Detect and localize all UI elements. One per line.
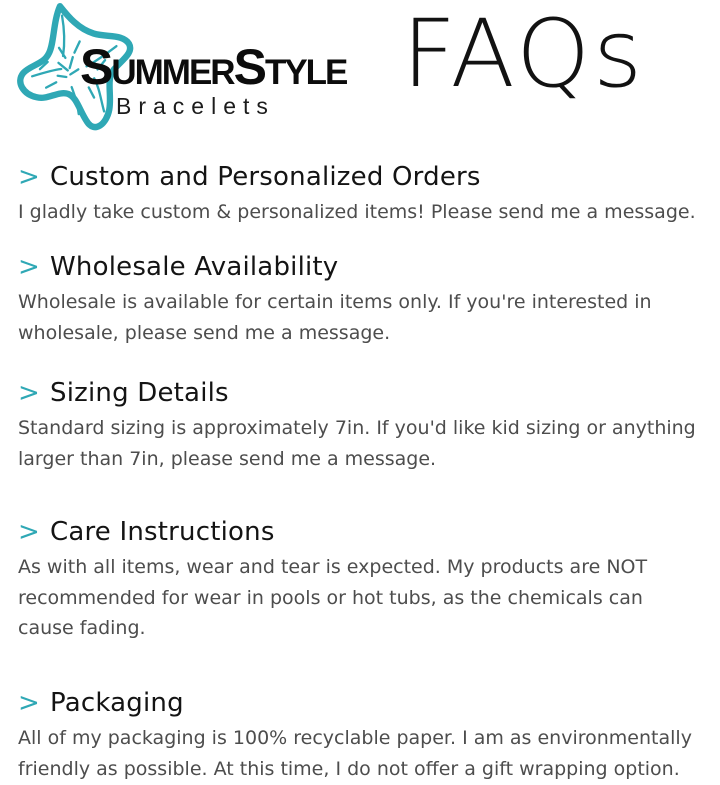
chevron-bullet-icon: > bbox=[18, 162, 40, 192]
brand-name-part: S bbox=[233, 39, 265, 95]
page-title: FAQs bbox=[402, 0, 646, 109]
faq-question bbox=[18, 252, 702, 282]
chevron-bullet-icon: > bbox=[18, 516, 40, 547]
faq-question-label: Care Instructions bbox=[50, 516, 275, 547]
faq-question-label: Custom and Personalized Orders bbox=[50, 162, 481, 192]
chevron-bullet-icon: > bbox=[18, 378, 40, 409]
faq-question bbox=[18, 162, 702, 192]
faq-answer: Standard sizing is approximately 7in. If you'd like kid sizing or anything larger than 7in, please send me a message. bbox=[18, 417, 696, 471]
chevron-bullet-icon: > bbox=[18, 688, 40, 719]
brand-name-part: TYLE bbox=[264, 53, 347, 92]
faq-question-label: Wholesale Availability bbox=[50, 251, 339, 282]
faq-answer: Wholesale is available for certain items only. If you're interested in wholesale, please send me a message. bbox=[18, 290, 652, 344]
brand-logo-text bbox=[80, 39, 347, 120]
faq-question bbox=[18, 378, 702, 408]
faq-question bbox=[18, 517, 702, 547]
faq-section-sizing bbox=[18, 378, 702, 475]
brand-name bbox=[80, 39, 347, 95]
faq-section-custom-orders bbox=[18, 162, 702, 228]
faq-section-care bbox=[18, 517, 702, 644]
brand-subtitle: Bracelets bbox=[116, 93, 275, 119]
faq-list bbox=[0, 152, 720, 785]
faq-section-wholesale bbox=[18, 252, 702, 349]
faq-question bbox=[18, 688, 702, 718]
faq-section-packaging bbox=[18, 688, 702, 785]
brand-name-part: S bbox=[80, 39, 112, 95]
faq-answer: As with all items, wear and tear is expected. My products are NOT recommended for wear in pools or hot tubs, as the chemicals can cause fading. bbox=[18, 555, 648, 640]
faq-question-label: Sizing Details bbox=[50, 378, 229, 409]
faq-answer: All of my packaging is 100% recyclable paper. I am as environmentally friendly as possible. At this time, I do not offer a gift wrapping option. bbox=[18, 727, 692, 780]
header bbox=[0, 0, 720, 152]
chevron-bullet-icon: > bbox=[18, 251, 40, 282]
faq-answer: I gladly take custom & personalized items! Please send me a message. bbox=[18, 201, 696, 223]
brand-name-part: UMMER bbox=[111, 53, 234, 92]
faq-question-label: Packaging bbox=[50, 688, 184, 719]
